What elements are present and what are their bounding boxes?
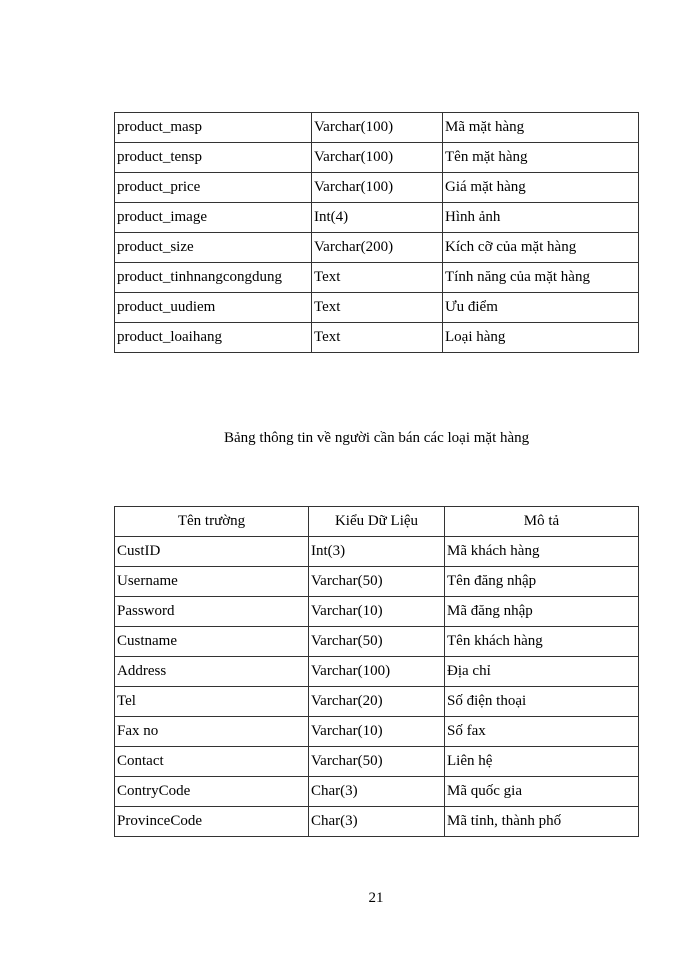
data-type-cell: Varchar(50) <box>309 567 445 597</box>
description-cell: Loại hàng <box>443 323 639 353</box>
table-row <box>115 807 639 837</box>
column-header-field-name: Tên trường <box>115 507 309 537</box>
table-row <box>115 597 639 627</box>
field-name-cell: Fax no <box>115 717 309 747</box>
data-type-cell: Varchar(10) <box>309 597 445 627</box>
data-type-cell: Varchar(100) <box>309 657 445 687</box>
description-cell: Mã khách hàng <box>445 537 639 567</box>
table-row <box>115 627 639 657</box>
field-name-cell: ProvinceCode <box>115 807 309 837</box>
data-type-cell: Varchar(20) <box>309 687 445 717</box>
table-row <box>115 263 639 293</box>
table-header-row <box>115 507 639 537</box>
table-row <box>115 293 639 323</box>
description-cell: Ưu điểm <box>443 293 639 323</box>
description-cell: Liên hệ <box>445 747 639 777</box>
field-name-cell: product_tinhnangcongdung <box>115 263 312 293</box>
description-cell: Mã đăng nhập <box>445 597 639 627</box>
product-fields-table <box>114 112 639 353</box>
field-name-cell: product_size <box>115 233 312 263</box>
field-name-cell: product_masp <box>115 113 312 143</box>
table-row <box>115 567 639 597</box>
field-name-cell: Contact <box>115 747 309 777</box>
description-cell: Hình ảnh <box>443 203 639 233</box>
description-cell: Địa chỉ <box>445 657 639 687</box>
description-cell: Mã mặt hàng <box>443 113 639 143</box>
customer-table-caption: Bảng thông tin về người cần bán các loại mặt hàng <box>224 430 530 446</box>
field-name-cell: product_image <box>115 203 312 233</box>
data-type-cell: Char(3) <box>309 777 445 807</box>
description-cell: Mã quốc gia <box>445 777 639 807</box>
field-name-cell: Address <box>115 657 309 687</box>
table-row <box>115 143 639 173</box>
description-cell: Tên khách hàng <box>445 627 639 657</box>
description-cell: Mã tỉnh, thành phố <box>445 807 639 837</box>
field-name-cell: Custname <box>115 627 309 657</box>
data-type-cell: Varchar(100) <box>312 173 443 203</box>
page-number: 21 <box>368 890 384 906</box>
description-cell: Kích cỡ của mặt hàng <box>443 233 639 263</box>
table-row <box>115 537 639 567</box>
table-row <box>115 323 639 353</box>
field-name-cell: product_price <box>115 173 312 203</box>
data-type-cell: Varchar(100) <box>312 143 443 173</box>
description-cell: Số fax <box>445 717 639 747</box>
customer-fields-table <box>114 506 639 837</box>
table-row <box>115 173 639 203</box>
column-header-data-type: Kiểu Dữ Liệu <box>309 507 445 537</box>
data-type-cell: Text <box>312 293 443 323</box>
data-type-cell: Int(4) <box>312 203 443 233</box>
field-name-cell: product_tensp <box>115 143 312 173</box>
data-type-cell: Text <box>312 263 443 293</box>
table-row <box>115 717 639 747</box>
data-type-cell: Varchar(50) <box>309 627 445 657</box>
data-type-cell: Text <box>312 323 443 353</box>
table-row <box>115 687 639 717</box>
data-type-cell: Char(3) <box>309 807 445 837</box>
field-name-cell: Username <box>115 567 309 597</box>
field-name-cell: Password <box>115 597 309 627</box>
description-cell: Tính năng của mặt hàng <box>443 263 639 293</box>
table-row <box>115 203 639 233</box>
table-row <box>115 777 639 807</box>
data-type-cell: Int(3) <box>309 537 445 567</box>
table-row <box>115 113 639 143</box>
customer-fields-table-body <box>115 537 639 837</box>
column-header-description: Mô tả <box>445 507 639 537</box>
description-cell: Số điện thoại <box>445 687 639 717</box>
table-row <box>115 657 639 687</box>
description-cell: Tên mặt hàng <box>443 143 639 173</box>
data-type-cell: Varchar(200) <box>312 233 443 263</box>
description-cell: Giá mặt hàng <box>443 173 639 203</box>
data-type-cell: Varchar(10) <box>309 717 445 747</box>
field-name-cell: product_uudiem <box>115 293 312 323</box>
field-name-cell: Tel <box>115 687 309 717</box>
table-row <box>115 747 639 777</box>
field-name-cell: product_loaihang <box>115 323 312 353</box>
data-type-cell: Varchar(100) <box>312 113 443 143</box>
description-cell: Tên đăng nhập <box>445 567 639 597</box>
field-name-cell: CustID <box>115 537 309 567</box>
data-type-cell: Varchar(50) <box>309 747 445 777</box>
table-row <box>115 233 639 263</box>
product-fields-table-body <box>115 113 639 353</box>
field-name-cell: ContryCode <box>115 777 309 807</box>
